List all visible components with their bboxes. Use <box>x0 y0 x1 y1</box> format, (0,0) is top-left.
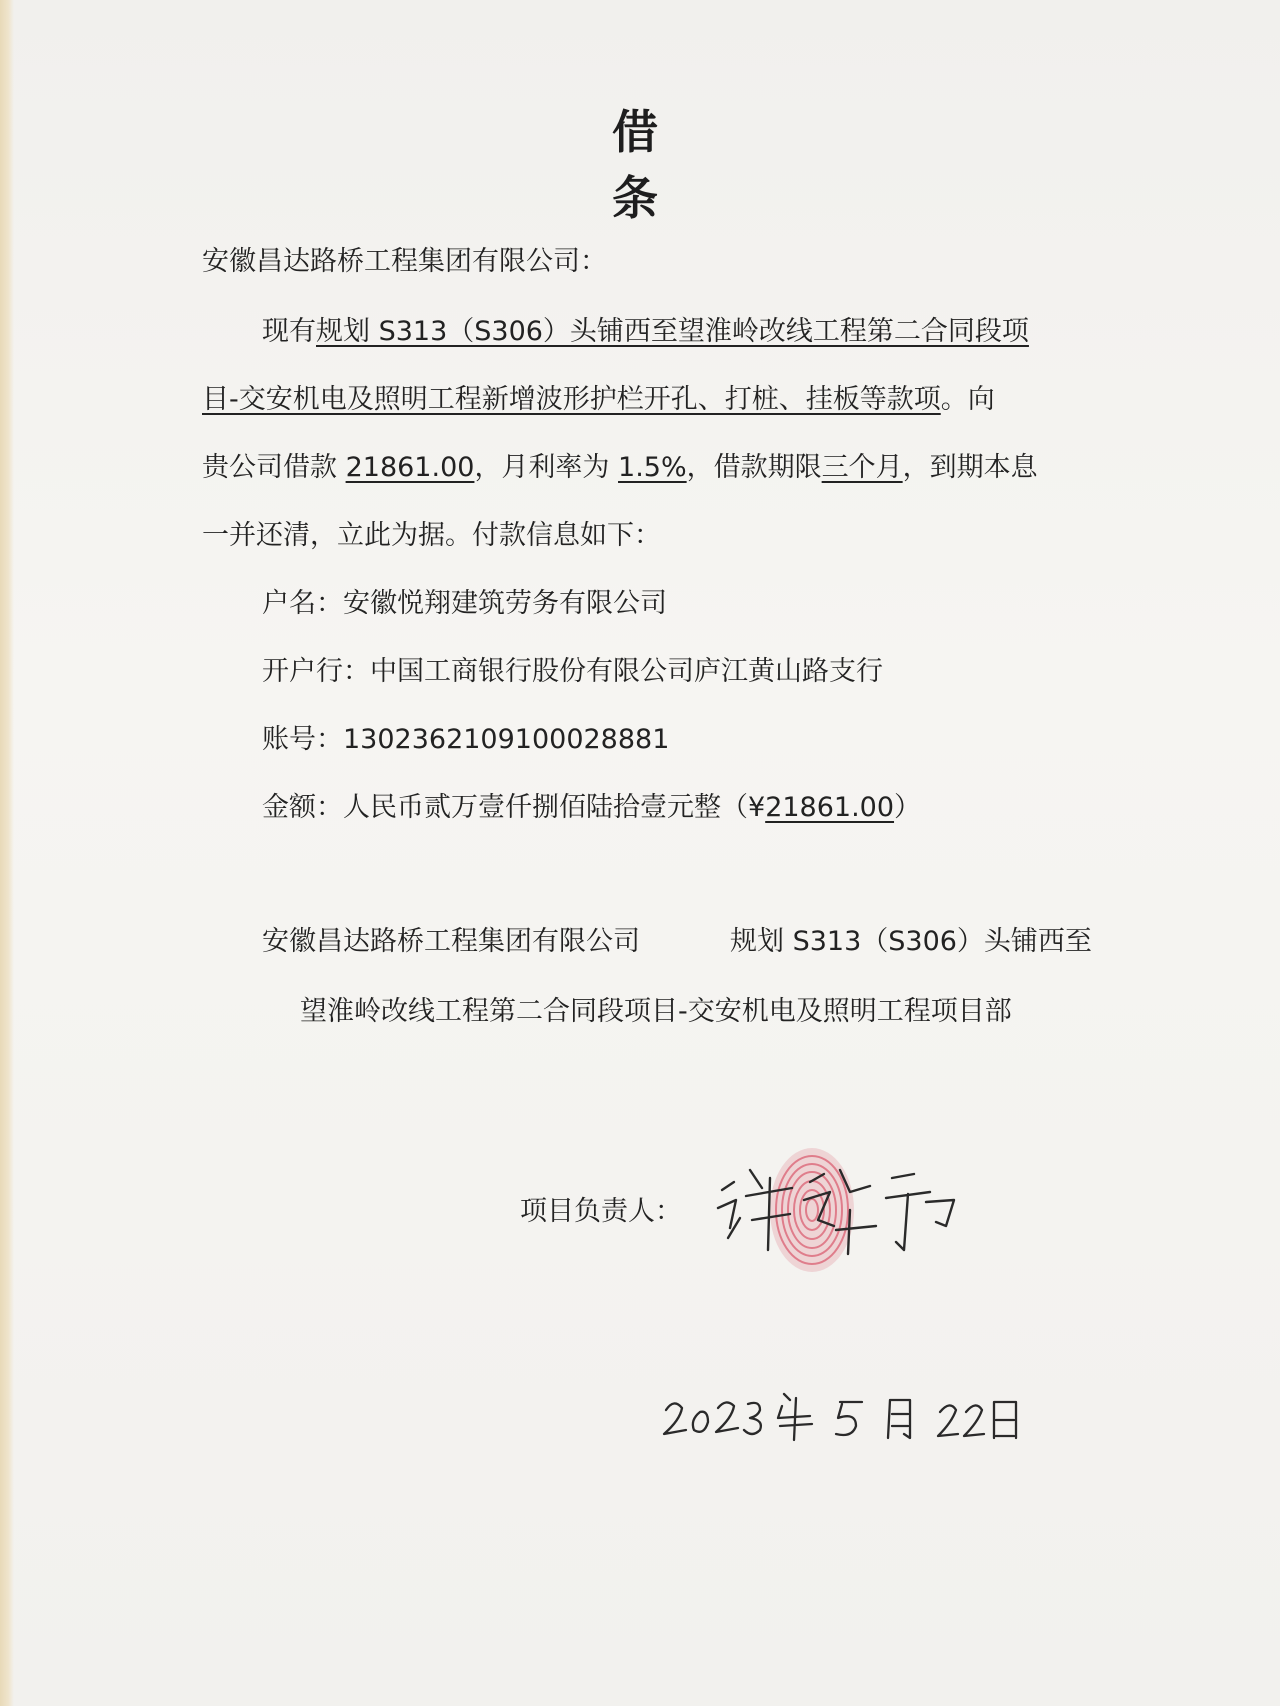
monthly-rate: 1.5% <box>618 452 687 483</box>
body-line-3-suffix: ，到期本息 <box>902 452 1038 483</box>
body-line-3 <box>202 454 1038 481</box>
paper-edge <box>0 0 14 1706</box>
payment-amount-value: 21861.00 <box>765 792 895 823</box>
payment-amount <box>262 794 921 821</box>
bank-name: 开户行：中国工商银行股份有限公司庐江黄山路支行 <box>262 656 883 687</box>
signature <box>700 1130 990 1280</box>
body-line-2 <box>202 386 995 413</box>
account-name: 户名：安徽悦翔建筑劳务有限公司 <box>262 588 667 619</box>
document-title: 借 条 <box>612 105 804 225</box>
loan-amount: 21861.00 <box>345 452 475 483</box>
handwritten-date <box>660 1390 1030 1450</box>
account-number: 账号：1302362109100028881 <box>262 724 670 755</box>
handwritten-signature <box>700 1130 990 1280</box>
body-line-4: 一并还清，立此为据。付款信息如下： <box>202 520 661 551</box>
body-line-2-suffix: 。向 <box>940 384 995 415</box>
rate-prefix: ，月利率为 <box>474 452 619 483</box>
footer-project-line-2: 望淮岭改线工程第二合同段项目-交安机电及照明工程项目部 <box>300 996 1012 1027</box>
footer-company: 安徽昌达路桥工程集团有限公司 <box>262 926 640 957</box>
body-line-1 <box>262 318 1029 345</box>
fingerprint-icon <box>770 1148 854 1272</box>
responsible-label: 项目负责人： <box>520 1196 682 1227</box>
loan-term: 三个月 <box>821 452 903 483</box>
date-handwriting <box>660 1390 1030 1450</box>
payment-amount-prefix: 金额：人民币贰万壹仟捌佰陆拾壹元整（¥ <box>262 792 766 823</box>
addressee: 安徽昌达路桥工程集团有限公司： <box>202 246 607 277</box>
term-prefix: ，借款期限 <box>686 452 822 483</box>
project-name-part-2: 目-交安机电及照明工程新增波形护栏开孔、打桩、挂板等款项 <box>202 384 941 415</box>
footer-project-line-1: 规划 S313（S306）头铺西至 <box>730 926 1092 957</box>
project-name-part-1: 规划 S313（S306）头铺西至望淮岭改线工程第二合同段项 <box>316 316 1029 347</box>
body-prefix: 现有 <box>262 316 316 347</box>
loan-prefix: 贵公司借款 <box>202 452 346 483</box>
payment-amount-suffix: ） <box>894 792 922 823</box>
